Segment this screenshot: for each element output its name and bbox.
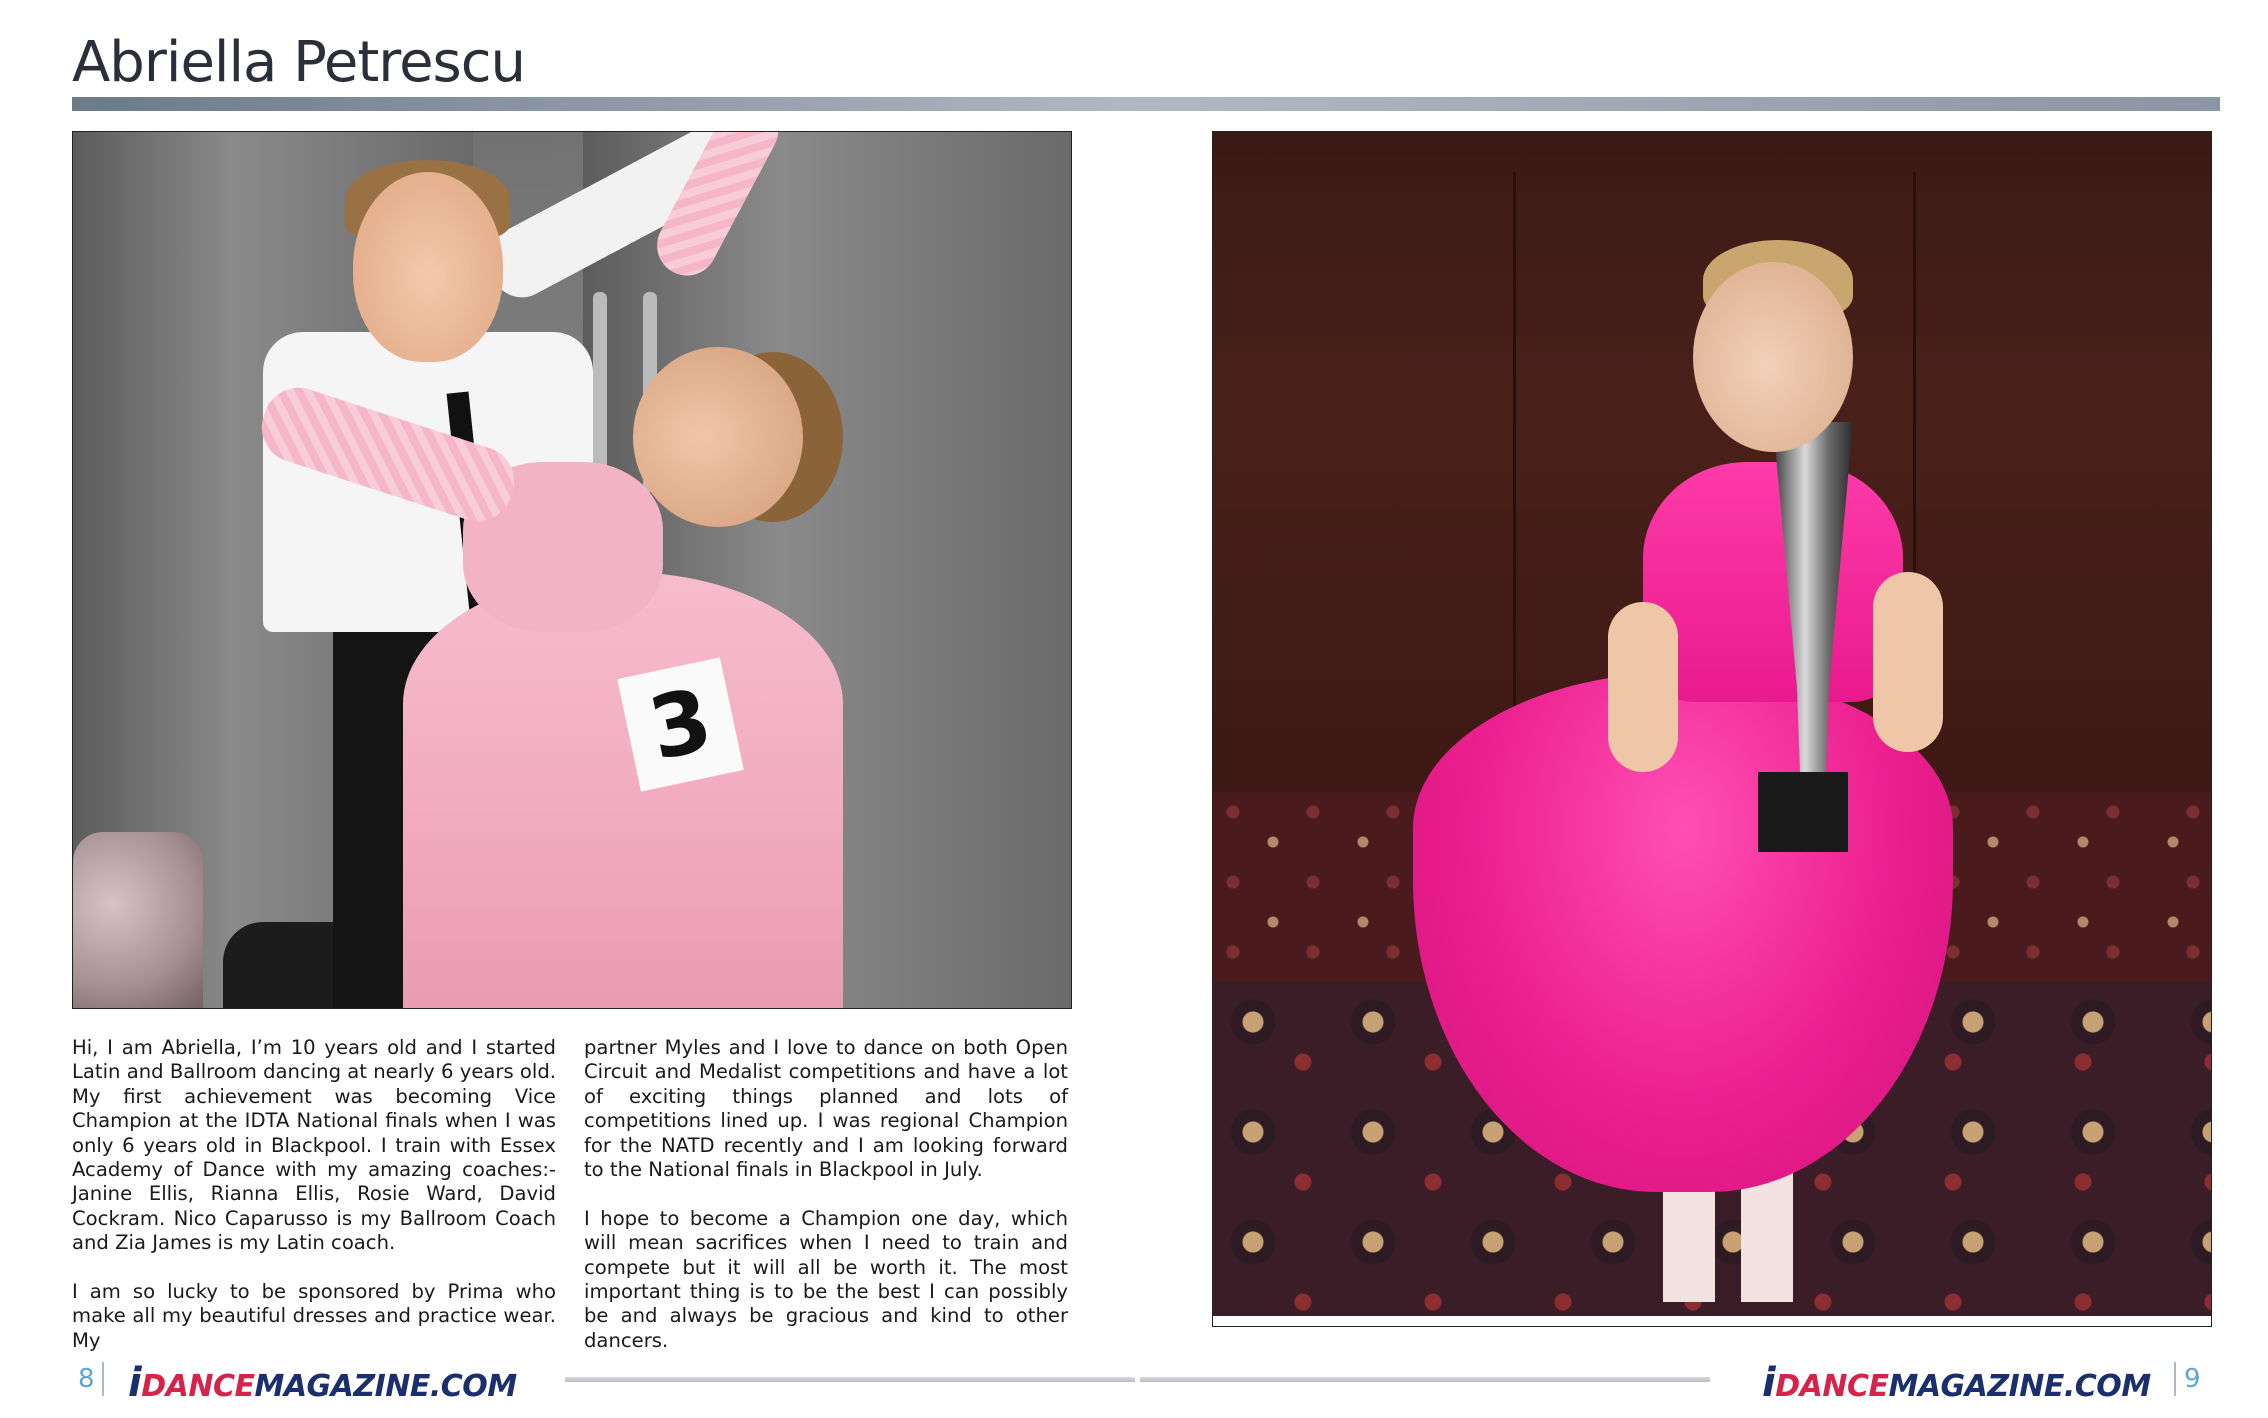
page-number-separator (2174, 1362, 2176, 1396)
girl-face (1693, 262, 1853, 452)
photo-bottom-strip (1213, 1316, 2211, 1326)
girl-arm-right (1873, 572, 1943, 752)
article-paragraph: I am so lucky to be sponsored by Prima who make all my beautiful dresses and practice wear. My (72, 1280, 556, 1352)
photo-ballroom-couple (72, 131, 1072, 1009)
article-paragraph: partner Myles and I love to dance on both Open Circuit and Medalist competitions and have a lot of exciting things planned and lots of competitions lined up. I was regional Champion for the NATD recently and I am looking forward to the National finals in Blackpool in July. (584, 1036, 1068, 1182)
title-underline-bar (72, 97, 2220, 111)
pink-ballroom-dress (403, 572, 843, 1009)
competitor-number-card: 3 (617, 657, 744, 791)
page-number-right: 9 (2184, 1364, 2201, 1394)
article-paragraph: Hi, I am Abriella, I’m 10 years old and I started Latin and Ballroom dancing at nearly 6 years old. My first achievement was becoming Vice Champion at the IDTA National finals when I was only 6 years old in Blackpool. I train with Essex Academy of Dance with my amazing coaches:- Janine Ellis, Rianna Ellis, Rosie Ward, David Cockram. Nico Caparusso is my Ballroom Coach and Zia James is my Latin coach. (72, 1036, 556, 1255)
footer-rule-right (1140, 1377, 1710, 1382)
idancemagazine-logo-left[interactable] (128, 1360, 517, 1406)
sparkly-backpack (73, 832, 203, 1009)
velvet-bodice (1643, 462, 1903, 702)
article-paragraph: I hope to become a Champion one day, which will mean sacrifices when I need to train and compete but it will all be worth it. The most important thing is to be the best I can possibly be and always be gracious and kind to other dancers. (584, 1206, 1068, 1352)
page-title: Abriella Petrescu (72, 30, 526, 95)
logo-i: i (128, 1360, 142, 1406)
boy-face (353, 172, 503, 362)
article-column-1 (72, 1036, 556, 1378)
wall-panel-seam (1513, 172, 1516, 772)
logo-dance: DANCE (1775, 1369, 1889, 1404)
logo-magazine: MAGAZINE.COM (1888, 1369, 2151, 1404)
girl-face (633, 347, 803, 527)
idancemagazine-logo-right[interactable] (1762, 1360, 2151, 1406)
trophy-base (1758, 772, 1848, 852)
logo-dance: DANCE (141, 1369, 255, 1404)
footer-rule-left (565, 1377, 1135, 1382)
logo-magazine: MAGAZINE.COM (254, 1369, 517, 1404)
logo-i: i (1762, 1360, 1776, 1406)
page-number-separator (102, 1362, 104, 1396)
girl-arm-left (1608, 602, 1678, 772)
page-number-left: 8 (78, 1364, 95, 1394)
photo-girl-with-trophy (1212, 131, 2212, 1327)
article-column-2 (584, 1036, 1068, 1378)
